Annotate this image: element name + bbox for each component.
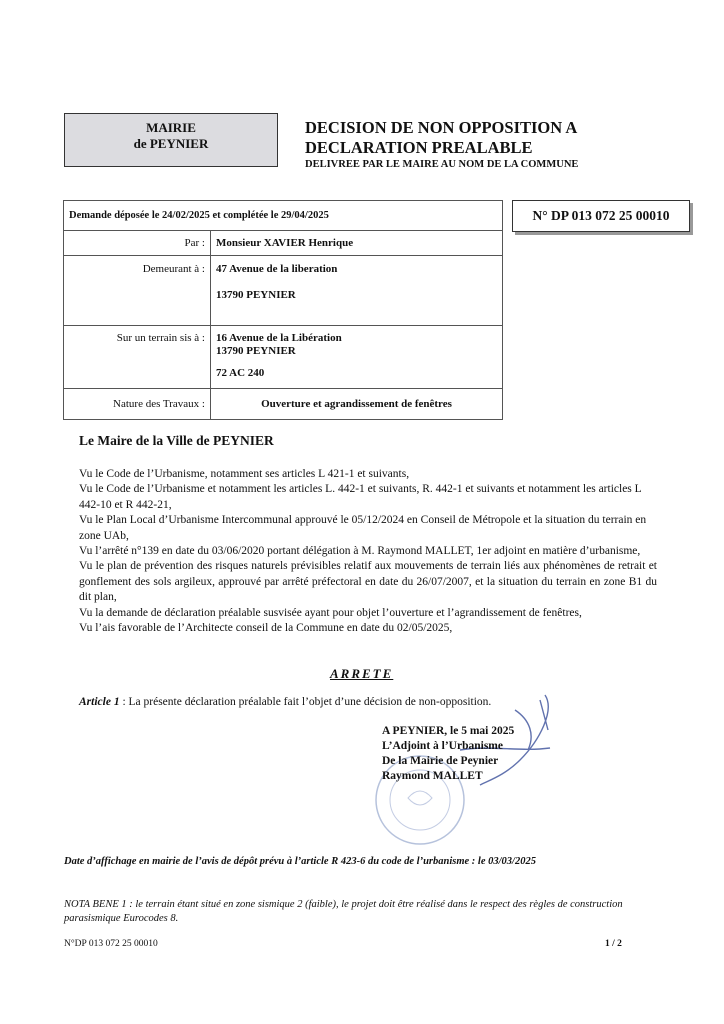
demeurant-value [211,256,503,326]
nature-label: Nature des Travaux : [64,389,211,420]
signature-block [382,724,514,784]
title-line1: DECISION DE NON OPPOSITION A [305,118,578,137]
footer-reference: N°DP 013 072 25 00010 [64,939,158,949]
signature-role: L’Adjoint à l’Urbanisme [382,740,503,752]
article-text: : La présente déclaration préalable fait l’objet d’une décision de non-opposition. [119,696,492,708]
nature-value: Ouverture et agrandissement de fenêtres [211,389,503,420]
demeurant-label: Demeurant à : [64,256,211,326]
signature-mairie: De la Mairie de Peynier [382,755,499,767]
consideration-item: Vu le Code de l’Urbanisme et notamment les articles L. 442-1 et suivants, R. 442-1 et suivants et notamment les articles L 442-10 et R 442-21, [79,483,642,511]
par-value: Monsieur XAVIER Henrique [211,231,503,256]
affichage-note: Date d’affichage en mairie de l’avis de dépôt prévu à l’article R 423-6 du code de l’urbanisme : le 03/03/2025 [64,856,536,867]
par-label: Par : [64,231,211,256]
demeurant-line1: 47 Avenue de la liberation [216,263,338,275]
mayor-heading: Le Maire de la Ville de PEYNIER [79,433,274,448]
application-info-table [63,200,503,420]
terrain-value [211,326,503,389]
article-label: Article 1 [79,696,120,708]
title-line2: DECLARATION PREALABLE [305,138,533,157]
signature-place-date: A PEYNIER, le 5 mai 2025 [382,725,515,737]
considerations-list [79,467,657,636]
arrete-heading: ARRETE [330,666,394,681]
terrain-parcel: 72 AC 240 [216,367,265,379]
terrain-line1: 16 Avenue de la Libération [216,332,342,344]
title-subtitle: DELIVREE PAR LE MAIRE AU NOM DE LA COMMUNE [305,159,579,170]
page-number: 1 / 2 [605,939,622,949]
table-row [64,256,503,326]
consideration-item: Vu le plan de prévention des risques naturels prévisibles relatif aux mouvements de terrain liés aux phénomènes de retrait et gonflement des sols argileux, approuvé par arrêté préfectoral en date du 26/07/2007, et la situation du terrain en zone B1 du dit plan, [79,560,657,604]
demeurant-line2: 13790 PEYNIER [216,289,296,301]
mairie-line2: de PEYNIER [133,136,209,151]
consideration-item: Vu l’ais favorable de l’Architecte conseil de la Commune en date du 02/05/2025, [79,622,453,635]
table-row [64,389,503,420]
terrain-label: Sur un terrain sis à : [64,326,211,389]
signature-name: Raymond MALLET [382,770,483,782]
document-title-block [305,118,635,170]
table-row [64,231,503,256]
consideration-item: Vu le Plan Local d’Urbanisme Intercommunal approuvé le 05/12/2024 en Conseil de Métropole et la situation du terrain en zone UAb, [79,514,647,542]
mairie-box [64,113,278,167]
table-row [64,201,503,231]
terrain-line2: 13790 PEYNIER [216,345,296,357]
consideration-item: Vu le Code de l’Urbanisme, notamment ses articles L 421-1 et suivants, [79,468,410,480]
mairie-line1: MAIRIE [146,120,196,135]
nota-bene: NOTA BENE 1 : le terrain étant situé en zone sismique 2 (faible), le projet doit être réalisé dans le respect des règles de construction parasismique Eurocodes 8. [64,899,623,924]
dossier-number-box: N° DP 013 072 25 00010 [512,200,690,232]
consideration-item: Vu la demande de déclaration préalable susvisée ayant pour objet l’ouverture et l’agrandissement de fenêtres, [79,606,582,619]
table-row [64,326,503,389]
demande-cell: Demande déposée le 24/02/2025 et complétée le 29/04/2025 [64,201,503,231]
consideration-item: Vu l’arrêté n°139 en date du 03/06/2020 portant délégation à M. Raymond MALLET, 1er adjoint en matière d’urbanisme, [79,545,641,558]
